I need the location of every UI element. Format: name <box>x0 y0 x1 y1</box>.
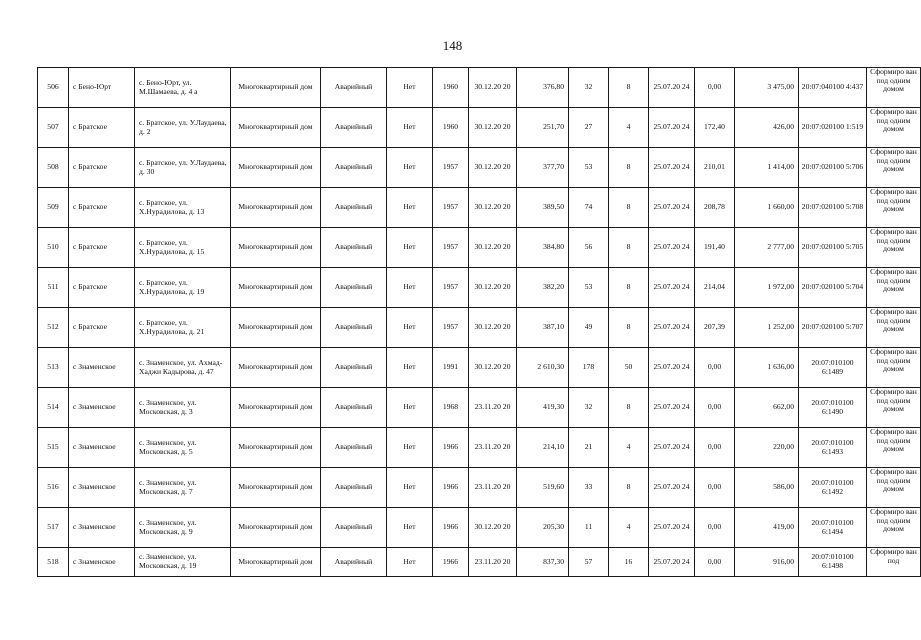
cell-row-number: 513 <box>38 348 69 388</box>
cell-build-year: 1960 <box>433 108 469 148</box>
cell-residents: 32 <box>569 68 609 108</box>
cell-address: с. Знаменское, ул. Ахмад-Хаджи Кадырова, д. 47 <box>135 348 231 388</box>
cell-status: Сформиро ван под одним домом <box>867 108 921 148</box>
cell-apartments: 4 <box>609 108 649 148</box>
cell-building-type: Многоквартирный дом <box>231 68 321 108</box>
cell-settlement: с Знаменское <box>69 508 135 548</box>
cell-area-value: 0,00 <box>695 388 735 428</box>
table-row <box>38 268 921 308</box>
table-row <box>38 188 921 228</box>
cell-reconstruction: Нет <box>387 468 433 508</box>
cell-reconstruction: Нет <box>387 188 433 228</box>
cell-build-year: 1957 <box>433 228 469 268</box>
cell-status: Сформиро ван под одним домом <box>867 148 921 188</box>
cell-residents: 57 <box>569 548 609 577</box>
cell-settlement: с Братское <box>69 148 135 188</box>
cell-cadastral-number: 20:07:010100 6:1492 <box>799 468 867 508</box>
cell-residents: 53 <box>569 148 609 188</box>
cell-recognition-date: 23.11.20 20 <box>469 388 517 428</box>
cell-recognition-date: 30.12.20 20 <box>469 108 517 148</box>
cell-building-type: Многоквартирный дом <box>231 188 321 228</box>
cell-cost: 419,00 <box>735 508 799 548</box>
cell-cadastral-number: 20:07:010100 6:1494 <box>799 508 867 548</box>
cell-cadastral-number: 20:07:010100 6:1490 <box>799 388 867 428</box>
cell-planned-date: 25.07.20 24 <box>649 108 695 148</box>
cell-recognition-date: 30.12.20 20 <box>469 188 517 228</box>
table-row <box>38 108 921 148</box>
cell-condition: Аварийный <box>321 348 387 388</box>
cell-cost: 586,00 <box>735 468 799 508</box>
cell-recognition-date: 23.11.20 20 <box>469 428 517 468</box>
cell-planned-date: 25.07.20 24 <box>649 348 695 388</box>
cell-planned-date: 25.07.20 24 <box>649 388 695 428</box>
cell-address: с. Знаменское, ул. Московская, д. 5 <box>135 428 231 468</box>
cell-reconstruction: Нет <box>387 228 433 268</box>
cell-status: Сформиро ван под одним домом <box>867 388 921 428</box>
cell-address: с. Братское, ул. Х.Нурадилова, д. 19 <box>135 268 231 308</box>
cell-area-value: 0,00 <box>695 428 735 468</box>
cell-planned-date: 25.07.20 24 <box>649 468 695 508</box>
cell-recognition-date: 30.12.20 20 <box>469 68 517 108</box>
cell-condition: Аварийный <box>321 508 387 548</box>
cell-apartments: 50 <box>609 348 649 388</box>
cell-building-type: Многоквартирный дом <box>231 348 321 388</box>
cell-apartments: 4 <box>609 508 649 548</box>
cell-condition: Аварийный <box>321 268 387 308</box>
cell-area: 837,30 <box>517 548 569 577</box>
cell-apartments: 8 <box>609 68 649 108</box>
cell-row-number: 507 <box>38 108 69 148</box>
cell-address: с. Знаменское, ул. Московская, д. 19 <box>135 548 231 577</box>
cell-condition: Аварийный <box>321 548 387 577</box>
cell-area-value: 0,00 <box>695 348 735 388</box>
cell-build-year: 1968 <box>433 388 469 428</box>
cell-row-number: 510 <box>38 228 69 268</box>
table-row <box>38 308 921 348</box>
cell-build-year: 1966 <box>433 548 469 577</box>
cell-residents: 32 <box>569 388 609 428</box>
cell-building-type: Многоквартирный дом <box>231 308 321 348</box>
cell-address: с. Братское, ул. Х.Нурадилова, д. 21 <box>135 308 231 348</box>
cell-apartments: 8 <box>609 228 649 268</box>
cell-residents: 27 <box>569 108 609 148</box>
housing-register-table <box>37 67 921 577</box>
cell-area: 251,70 <box>517 108 569 148</box>
cell-apartments: 8 <box>609 388 649 428</box>
cell-cost: 2 777,00 <box>735 228 799 268</box>
cell-reconstruction: Нет <box>387 428 433 468</box>
cell-planned-date: 25.07.20 24 <box>649 68 695 108</box>
cell-apartments: 8 <box>609 268 649 308</box>
cell-row-number: 511 <box>38 268 69 308</box>
cell-planned-date: 25.07.20 24 <box>649 228 695 268</box>
cell-residents: 11 <box>569 508 609 548</box>
cell-area-value: 0,00 <box>695 548 735 577</box>
cell-recognition-date: 30.12.20 20 <box>469 268 517 308</box>
cell-area: 205,30 <box>517 508 569 548</box>
cell-residents: 21 <box>569 428 609 468</box>
cell-building-type: Многоквартирный дом <box>231 508 321 548</box>
cell-build-year: 1957 <box>433 268 469 308</box>
cell-planned-date: 25.07.20 24 <box>649 268 695 308</box>
cell-status: Сформиро ван под одним домом <box>867 348 921 388</box>
cell-address: с. Знаменское, ул. Московская, д. 7 <box>135 468 231 508</box>
cell-recognition-date: 30.12.20 20 <box>469 148 517 188</box>
table-row <box>38 508 921 548</box>
cell-row-number: 516 <box>38 468 69 508</box>
cell-residents: 178 <box>569 348 609 388</box>
cell-row-number: 512 <box>38 308 69 348</box>
cell-cadastral-number: 20:07:020100 5:706 <box>799 148 867 188</box>
cell-recognition-date: 23.11.20 20 <box>469 468 517 508</box>
cell-cadastral-number: 20:07:020100 5:707 <box>799 308 867 348</box>
table-body <box>38 68 921 577</box>
cell-reconstruction: Нет <box>387 68 433 108</box>
cell-recognition-date: 30.12.20 20 <box>469 228 517 268</box>
cell-area: 376,80 <box>517 68 569 108</box>
cell-row-number: 515 <box>38 428 69 468</box>
cell-recognition-date: 30.12.20 20 <box>469 308 517 348</box>
cell-reconstruction: Нет <box>387 108 433 148</box>
cell-apartments: 16 <box>609 548 649 577</box>
cell-area-value: 172,40 <box>695 108 735 148</box>
cell-cost: 662,00 <box>735 388 799 428</box>
cell-condition: Аварийный <box>321 188 387 228</box>
cell-settlement: с Братское <box>69 108 135 148</box>
cell-apartments: 8 <box>609 148 649 188</box>
cell-cadastral-number: 20:07:010100 6:1489 <box>799 348 867 388</box>
cell-settlement: с Братское <box>69 228 135 268</box>
cell-cadastral-number: 20:07:020100 1:519 <box>799 108 867 148</box>
cell-area: 214,10 <box>517 428 569 468</box>
cell-reconstruction: Нет <box>387 268 433 308</box>
table-row <box>38 148 921 188</box>
cell-build-year: 1957 <box>433 308 469 348</box>
cell-condition: Аварийный <box>321 428 387 468</box>
cell-status: Сформиро ван под одним домом <box>867 428 921 468</box>
cell-row-number: 514 <box>38 388 69 428</box>
cell-settlement: с Знаменское <box>69 428 135 468</box>
table-row <box>38 428 921 468</box>
cell-condition: Аварийный <box>321 468 387 508</box>
cell-recognition-date: 23.11.20 20 <box>469 548 517 577</box>
cell-building-type: Многоквартирный дом <box>231 148 321 188</box>
cell-cost: 3 475,00 <box>735 68 799 108</box>
cell-area: 389,50 <box>517 188 569 228</box>
cell-row-number: 518 <box>38 548 69 577</box>
cell-area-value: 191,40 <box>695 228 735 268</box>
cell-building-type: Многоквартирный дом <box>231 228 321 268</box>
cell-condition: Аварийный <box>321 68 387 108</box>
cell-address: с. Братское, ул. Х.Нурадилова, д. 15 <box>135 228 231 268</box>
cell-condition: Аварийный <box>321 148 387 188</box>
cell-address: с. Братское, ул. У.Лаудаева, д. 2 <box>135 108 231 148</box>
cell-settlement: с Знаменское <box>69 348 135 388</box>
cell-cadastral-number: 20:07:020100 5:704 <box>799 268 867 308</box>
cell-apartments: 8 <box>609 308 649 348</box>
cell-reconstruction: Нет <box>387 548 433 577</box>
cell-cadastral-number: 20:07:010100 6:1493 <box>799 428 867 468</box>
cell-cadastral-number: 20:07:020100 5:708 <box>799 188 867 228</box>
cell-cost: 220,00 <box>735 428 799 468</box>
cell-cost: 1 972,00 <box>735 268 799 308</box>
cell-cost: 426,00 <box>735 108 799 148</box>
cell-area: 384,80 <box>517 228 569 268</box>
table-row <box>38 468 921 508</box>
cell-planned-date: 25.07.20 24 <box>649 308 695 348</box>
cell-settlement: с Братское <box>69 308 135 348</box>
cell-build-year: 1960 <box>433 68 469 108</box>
cell-residents: 56 <box>569 228 609 268</box>
cell-settlement: с Знаменское <box>69 548 135 577</box>
table-row <box>38 348 921 388</box>
cell-planned-date: 25.07.20 24 <box>649 548 695 577</box>
cell-residents: 33 <box>569 468 609 508</box>
cell-build-year: 1957 <box>433 188 469 228</box>
cell-residents: 53 <box>569 268 609 308</box>
cell-area: 382,20 <box>517 268 569 308</box>
cell-area-value: 0,00 <box>695 468 735 508</box>
cell-area-value: 208,78 <box>695 188 735 228</box>
cell-condition: Аварийный <box>321 308 387 348</box>
cell-cost: 1 636,00 <box>735 348 799 388</box>
cell-reconstruction: Нет <box>387 308 433 348</box>
cell-area: 2 610,30 <box>517 348 569 388</box>
cell-building-type: Многоквартирный дом <box>231 388 321 428</box>
cell-cadastral-number: 20:07:020100 5:705 <box>799 228 867 268</box>
cell-cost: 1 660,00 <box>735 188 799 228</box>
cell-reconstruction: Нет <box>387 148 433 188</box>
cell-row-number: 517 <box>38 508 69 548</box>
cell-reconstruction: Нет <box>387 388 433 428</box>
cell-area-value: 0,00 <box>695 508 735 548</box>
cell-reconstruction: Нет <box>387 508 433 548</box>
cell-recognition-date: 30.12.20 20 <box>469 508 517 548</box>
cell-settlement: с Братское <box>69 268 135 308</box>
table-row <box>38 68 921 108</box>
cell-building-type: Многоквартирный дом <box>231 428 321 468</box>
cell-status: Сформиро ван под одним домом <box>867 188 921 228</box>
cell-address: с. Знаменское, ул. Московская, д. 9 <box>135 508 231 548</box>
cell-settlement: с Знаменское <box>69 468 135 508</box>
cell-residents: 74 <box>569 188 609 228</box>
cell-settlement: с Братское <box>69 188 135 228</box>
cell-planned-date: 25.07.20 24 <box>649 428 695 468</box>
cell-building-type: Многоквартирный дом <box>231 548 321 577</box>
cell-build-year: 1957 <box>433 148 469 188</box>
cell-building-type: Многоквартирный дом <box>231 268 321 308</box>
table-row <box>38 228 921 268</box>
cell-address: с. Братское, ул. У.Лаудаева, д. 30 <box>135 148 231 188</box>
cell-row-number: 506 <box>38 68 69 108</box>
cell-address: с. Братское, ул. Х.Нурадилова, д. 13 <box>135 188 231 228</box>
cell-planned-date: 25.07.20 24 <box>649 188 695 228</box>
cell-recognition-date: 30.12.20 20 <box>469 348 517 388</box>
cell-build-year: 1966 <box>433 428 469 468</box>
cell-build-year: 1991 <box>433 348 469 388</box>
cell-area: 387,10 <box>517 308 569 348</box>
cell-settlement: с Бено-Юрт <box>69 68 135 108</box>
cell-status: Сформиро ван под одним домом <box>867 308 921 348</box>
cell-status: Сформиро ван под одним домом <box>867 228 921 268</box>
cell-area-value: 210,01 <box>695 148 735 188</box>
cell-area: 377,70 <box>517 148 569 188</box>
cell-planned-date: 25.07.20 24 <box>649 148 695 188</box>
cell-row-number: 508 <box>38 148 69 188</box>
cell-row-number: 509 <box>38 188 69 228</box>
cell-cost: 1 414,00 <box>735 148 799 188</box>
table-row <box>38 388 921 428</box>
cell-cadastral-number: 20:07:040100 4:437 <box>799 68 867 108</box>
cell-apartments: 4 <box>609 428 649 468</box>
cell-condition: Аварийный <box>321 388 387 428</box>
cell-build-year: 1966 <box>433 508 469 548</box>
cell-cost: 916,00 <box>735 548 799 577</box>
cell-building-type: Многоквартирный дом <box>231 468 321 508</box>
page-number: 148 <box>442 38 463 53</box>
cell-area: 519,60 <box>517 468 569 508</box>
cell-area-value: 214,04 <box>695 268 735 308</box>
cell-area-value: 0,00 <box>695 68 735 108</box>
table-row <box>38 548 921 577</box>
cell-condition: Аварийный <box>321 108 387 148</box>
cell-address: с. Бено-Юрт, ул. М.Шамаева, д. 4 а <box>135 68 231 108</box>
cell-address: с. Знаменское, ул. Московская, д. 3 <box>135 388 231 428</box>
cell-status: Сформиро ван под одним домом <box>867 508 921 548</box>
cell-cost: 1 252,00 <box>735 308 799 348</box>
cell-cadastral-number: 20:07:010100 6:1498 <box>799 548 867 577</box>
cell-condition: Аварийный <box>321 228 387 268</box>
cell-apartments: 8 <box>609 188 649 228</box>
cell-reconstruction: Нет <box>387 348 433 388</box>
cell-apartments: 8 <box>609 468 649 508</box>
cell-status: Сформиро ван под одним домом <box>867 268 921 308</box>
cell-building-type: Многоквартирный дом <box>231 108 321 148</box>
cell-settlement: с Знаменское <box>69 388 135 428</box>
cell-build-year: 1966 <box>433 468 469 508</box>
cell-status: Сформиро ван под одним домом <box>867 68 921 108</box>
cell-residents: 49 <box>569 308 609 348</box>
cell-area-value: 207,39 <box>695 308 735 348</box>
cell-area: 419,30 <box>517 388 569 428</box>
cell-status: Сформиро ван под одним домом <box>867 468 921 508</box>
cell-planned-date: 25.07.20 24 <box>649 508 695 548</box>
cell-status: Сформиро ван под <box>867 548 921 577</box>
